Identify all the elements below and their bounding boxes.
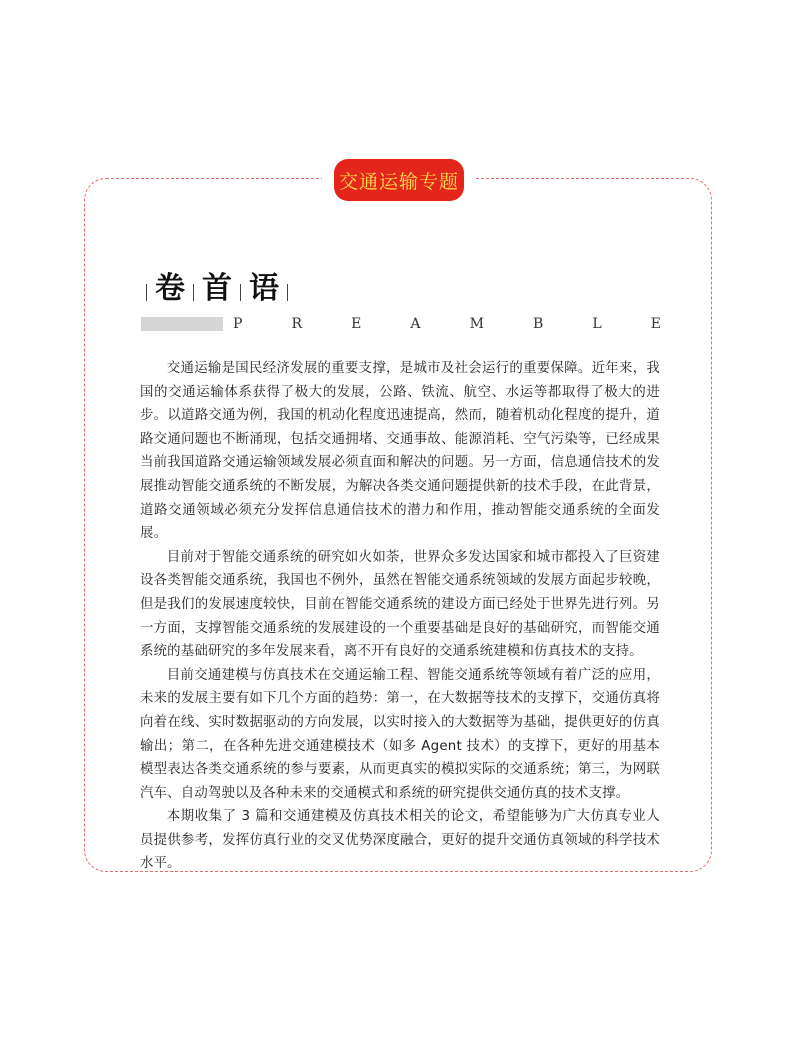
subtitle-letters	[233, 316, 661, 332]
subtitle-letter: E	[351, 316, 362, 332]
subtitle-letter: E	[650, 316, 661, 332]
title-divider	[287, 284, 288, 301]
body-text	[140, 357, 660, 876]
section-badge-label: 交通运输专题	[338, 170, 459, 193]
section-badge	[334, 159, 464, 201]
subtitle-letter: L	[592, 316, 602, 332]
subtitle-letter: P	[233, 316, 243, 332]
subtitle-letter: A	[410, 316, 421, 332]
title-char: 语	[249, 271, 279, 306]
paragraph: 目前对于智能交通系统的研究如火如荼，世界众多发达国家和城市都投入了巨资建设各类智能交通系统，我国也不例外，虽然在智能交通系统领域的发展方面起步较晚，但是我们的发展速度较快，目前在智能交通系统的建设方面已经处于世界先进行列。另一方面，支撑智能交通系统的发展建设的一个重要基础是良好的基础研究，而智能交通系统的基础研究的多年发展来看，离不开有良好的交通系统建模和仿真技术的支持。	[140, 549, 660, 660]
subtitle-letter: R	[291, 316, 303, 332]
paragraph: 交通运输是国民经济发展的重要支撑，是城市及社会运行的重要保障。近年来，我国的交通运输体系获得了极大的发展，公路、铁流、航空、水运等都取得了极大的进步。以道路交通为例，我国的机动化程度迅速提高，然而，随着机动化程度的提升，道路交通问题也不断涌现，包括交通拥堵、交通事故、能源消耗、空气污染等，已经成果当前我国道路交通运输领域发展必须直面和解决的问题。另一方面，信息通信技术的发展推动智能交通系统的不断发展，为解决各类交通问题提供新的技术手段，在此背景，道路交通领域必须充分发挥信息通信技术的潜力和作用，推动智能交通系统的全面发展。	[140, 361, 660, 542]
subtitle-letter: B	[532, 316, 544, 332]
title-divider	[193, 284, 194, 301]
paragraph: 目前交通建模与仿真技术在交通运输工程、智能交通系统等领域有着广泛的应用，未来的发展主要有如下几个方面的趋势：第一，在大数据等技术的支撑下，交通仿真将向着在线、实时数据驱动的方向发展，以实时接入的大数据等为基础，提供更好的仿真输出；第二，在各种先进交通建模技术（如多 Agent 技术）的支撑下，更好的用基本模型表达各类交通系统的参与要素，从而更真实的模拟实际的交通系统；第三，为网联汽车、自动驾驶以及各种未来的交通模式和系统的研究提供交通仿真的技术支撑。	[140, 667, 660, 801]
title-char: 首	[202, 271, 232, 306]
subtitle-decor-bar	[141, 317, 223, 331]
subtitle-letter: M	[469, 316, 484, 332]
page-title	[138, 268, 296, 310]
title-char: 卷	[155, 271, 185, 306]
paragraph: 本期收集了 3 篇和交通建模及仿真技术相关的论文，希望能够为广大仿真专业人员提供参考，发挥仿真行业的交叉优势深度融合，更好的提升交通仿真领域的科学技术水平。	[140, 809, 660, 872]
title-divider	[146, 284, 147, 301]
subtitle-row	[141, 316, 661, 332]
title-divider	[240, 284, 241, 301]
